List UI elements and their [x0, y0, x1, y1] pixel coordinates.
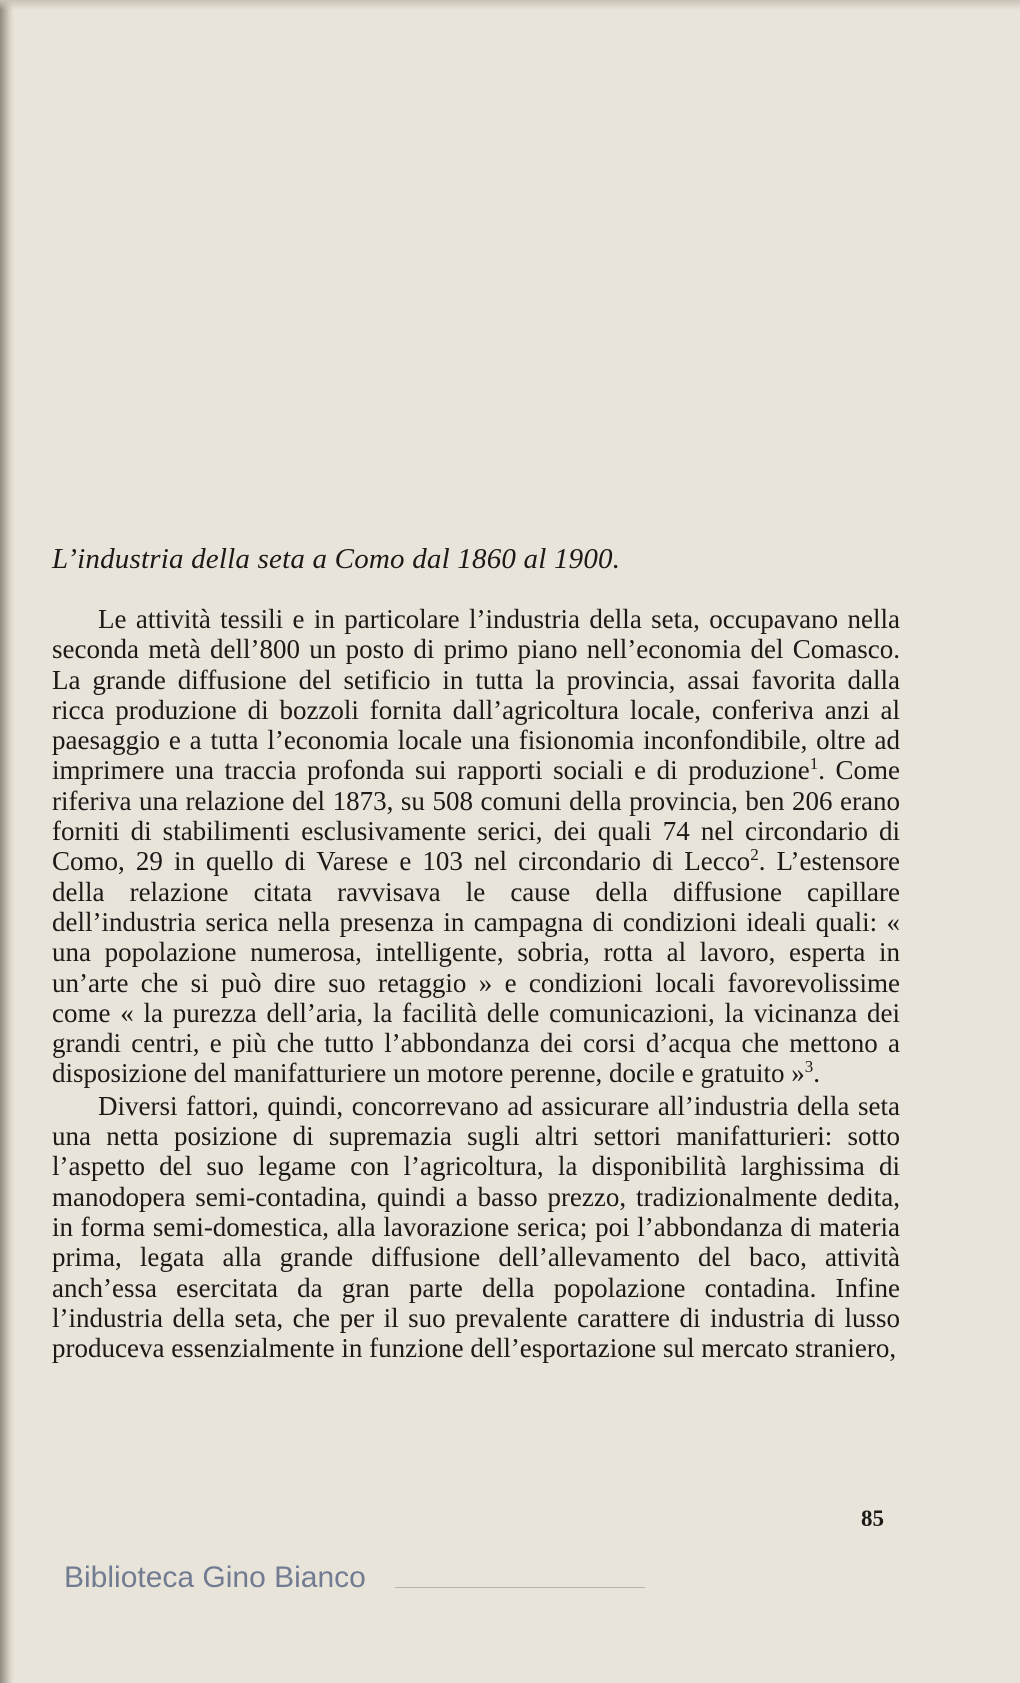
paragraph-1-part-4: .: [813, 1058, 820, 1089]
paragraph-2: Diversi fattori, quindi, concorrevano ad assicurare all’industria della seta una netta posizione di supremazia sugli altri settori manifatturieri: sotto l’aspetto del suo legame con l’agricoltura, la disponibilità larghissima di manodopera semi-contadina, quindi a basso prezzo, tradizionalmente dedita, in forma semi-domestica, alla lavorazione serica; poi l’abbondanza di materia prima, legata alla grande diffusione dell’allevamento del baco, attività anch’essa esercitata da gran parte della popolazione contadina. Infine l’industria della seta, che per il suo prevalente carattere di industria di lusso produceva essenzialmente in funzione dell’esportazione sul mercato straniero,: [52, 1090, 900, 1364]
page-edge-shadow: [0, 0, 14, 1683]
page-number: 85: [861, 1506, 884, 1531]
footnote-ref-3: 3: [804, 1057, 814, 1077]
body-text: [52, 604, 900, 1363]
footnote-ref-2: 2: [750, 845, 759, 865]
paragraph-1: [52, 604, 900, 1089]
paragraph-1-part-3: . L’estensore della relazione citata ravvisava le cause della diffusione capillare dell’industria serica nella presenza in campagna di condizioni ideali quali: « una popolazione numerosa, intelligente, sobria, rotta al lavoro, esperta in un’arte che si può dire suo retaggio » e condizioni locali favorevolissime come « la purezza dell’aria, la facilità delle comunicazioni, la vicinanza dei grandi centri, e più che tutto l’abbondanza dei corsi d’acqua che mettono a disposizione del manifatturiere un motore perenne, docile e gratuito »: [52, 846, 901, 1089]
library-watermark: Biblioteca Gino Bianco: [64, 1561, 366, 1594]
footnote-ref-1: 1: [809, 754, 819, 774]
paragraph-1-part-2: . Come riferiva una relazione del 1873, su 508 comuni della provincia, ben 206 erano forniti di stabilimenti esclusivamente serici, dei quali 74 nel circondario di Como, 29 in quello di Varese e 103 nel circondario di Lecco: [52, 755, 900, 877]
chapter-heading: L’industria della seta a Como dal 1860 al 1900.: [52, 543, 621, 575]
show-through-text: [60, 70, 940, 540]
watermark-rule: [395, 1587, 645, 1588]
page-top-shadow: [0, 0, 1020, 10]
paragraph-1-part-1: Le attività tessili e in particolare l’industria della seta, occupavano nella seconda metà dell’800 un posto di primo piano nell’economia del Comasco. La grande diffusione del setificio in tutta la provincia, assai favorita dalla ricca produzione di bozzoli fornita dall’agricoltura locale, conferiva anzi al paesaggio e a tutta l’economia locale una fisionomia inconfondibile, oltre ad imprimere una traccia profonda sui rapporti sociali e di produzione: [52, 604, 900, 786]
